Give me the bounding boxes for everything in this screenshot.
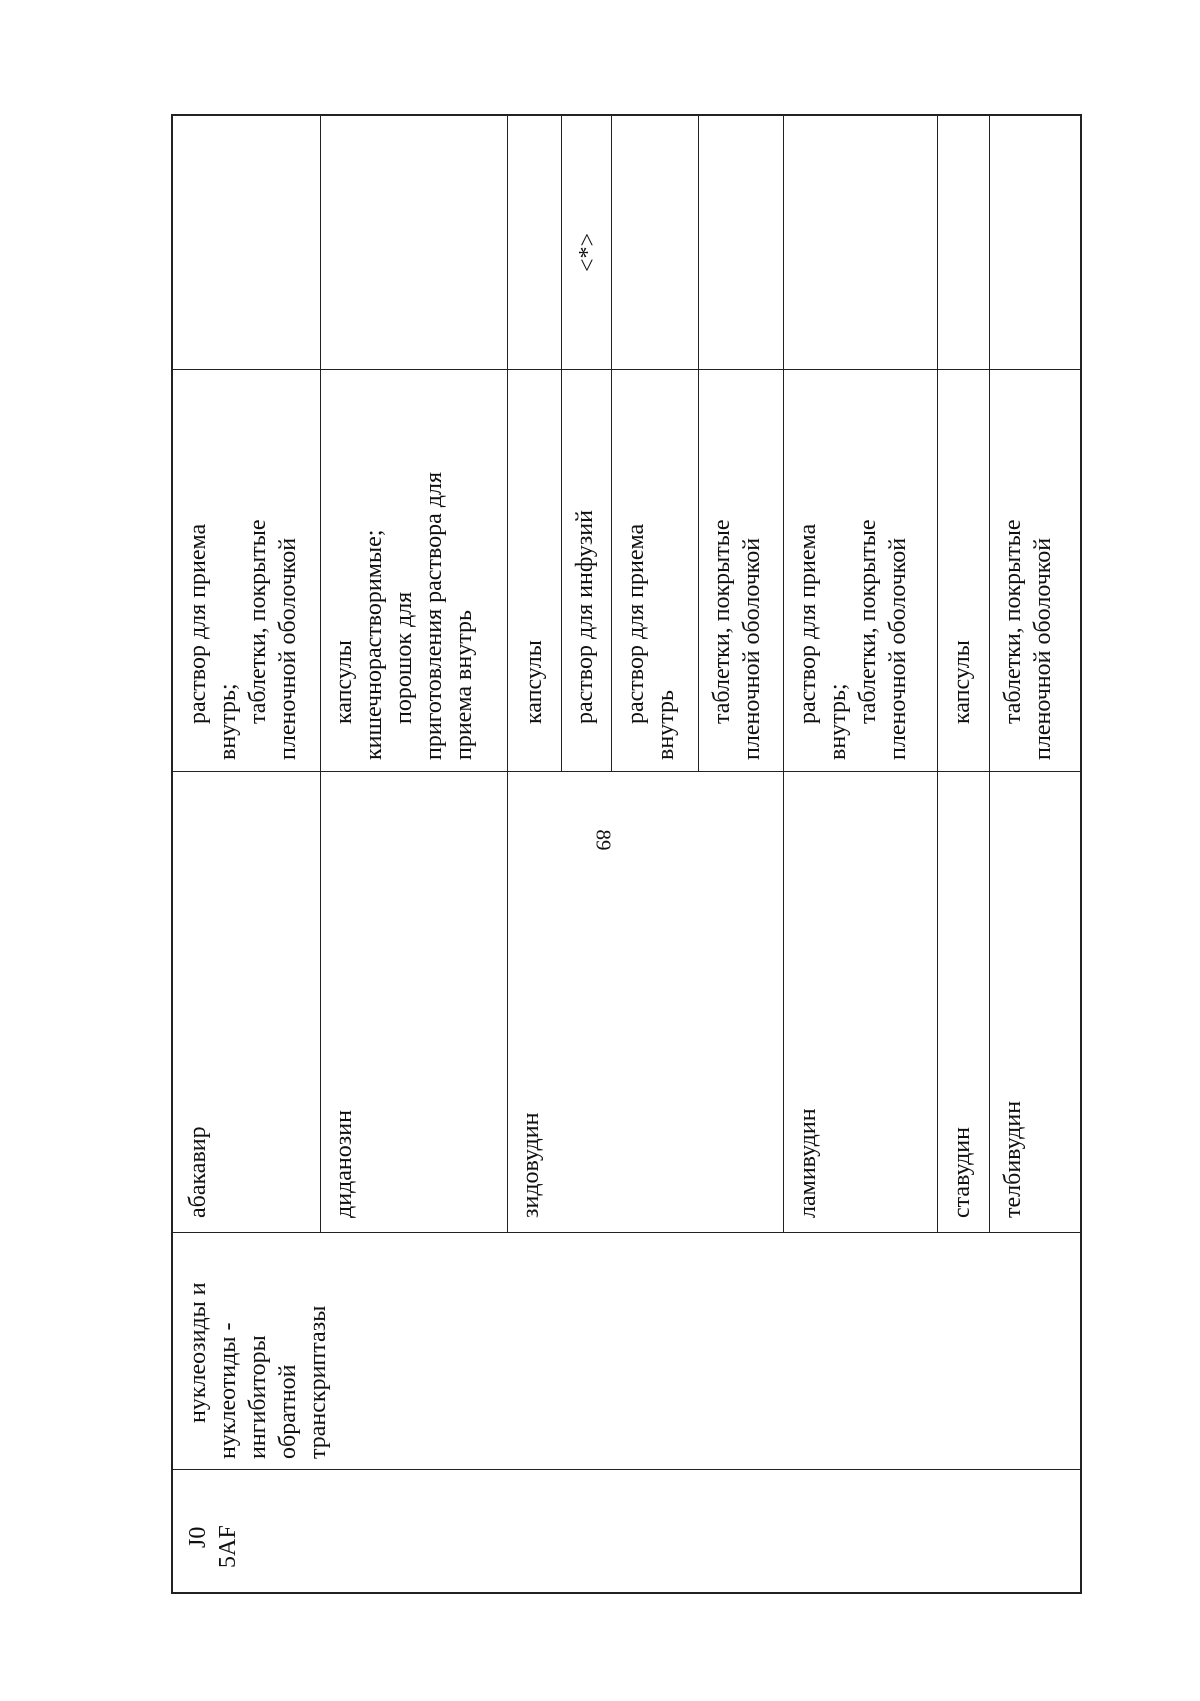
column-separator-code [171, 1469, 1081, 1470]
row-separator-4 [611, 114, 612, 771]
table-border-right [1080, 114, 1082, 1594]
drug-table [171, 114, 1081, 1594]
dosage-form: раствор для приема внутрь [623, 523, 679, 760]
row-separator-1 [320, 114, 321, 1232]
drug-name: диданозин [331, 1110, 357, 1218]
dosage-form: таблетки, покрытые пленочной оболочкой [1000, 519, 1056, 760]
dosage-form: раствор для приема внутрь; таблетки, покрытые пленочной оболочкой [795, 519, 911, 760]
dosage-form: раствор для приема внутрь; таблетки, покрытые пленочной оболочкой [185, 519, 301, 760]
drug-name: зидовудин [518, 1112, 544, 1218]
table-border-top [171, 114, 1081, 116]
row-separator-6 [783, 114, 784, 1232]
column-separator-name [171, 771, 1081, 772]
drug-name: абакавир [185, 1126, 211, 1218]
row-separator-3 [561, 114, 562, 771]
row-separator-5 [698, 114, 699, 771]
note-mark: <*> [575, 232, 601, 272]
page-number: 89 [591, 829, 616, 851]
column-separator-group [171, 1232, 1081, 1233]
table-border-left [171, 114, 173, 1594]
row-separator-8 [989, 114, 990, 1232]
atc-code: J0 5AF [185, 1525, 241, 1568]
dosage-form: таблетки, покрытые пленочной оболочкой [709, 519, 765, 760]
dosage-form: капсулы [949, 640, 975, 724]
row-separator-2 [507, 114, 508, 1232]
drug-name: телбивудин [1000, 1100, 1026, 1218]
drug-group: нуклеозиды и нуклеотиды - ингибиторы обратной транскриптазы [185, 1282, 331, 1459]
dosage-form: раствор для инфузий [572, 510, 598, 724]
dosage-form: капсулы кишечнорастворимые; порошок для приготовления раствора для приема внутрь [331, 472, 477, 760]
drug-name: ставудин [949, 1127, 975, 1218]
column-separator-form [171, 369, 1081, 370]
table-border-bottom [171, 1592, 1081, 1594]
drug-name: ламивудин [795, 1108, 821, 1218]
dosage-form: капсулы [521, 640, 547, 724]
row-separator-7 [937, 114, 938, 1232]
